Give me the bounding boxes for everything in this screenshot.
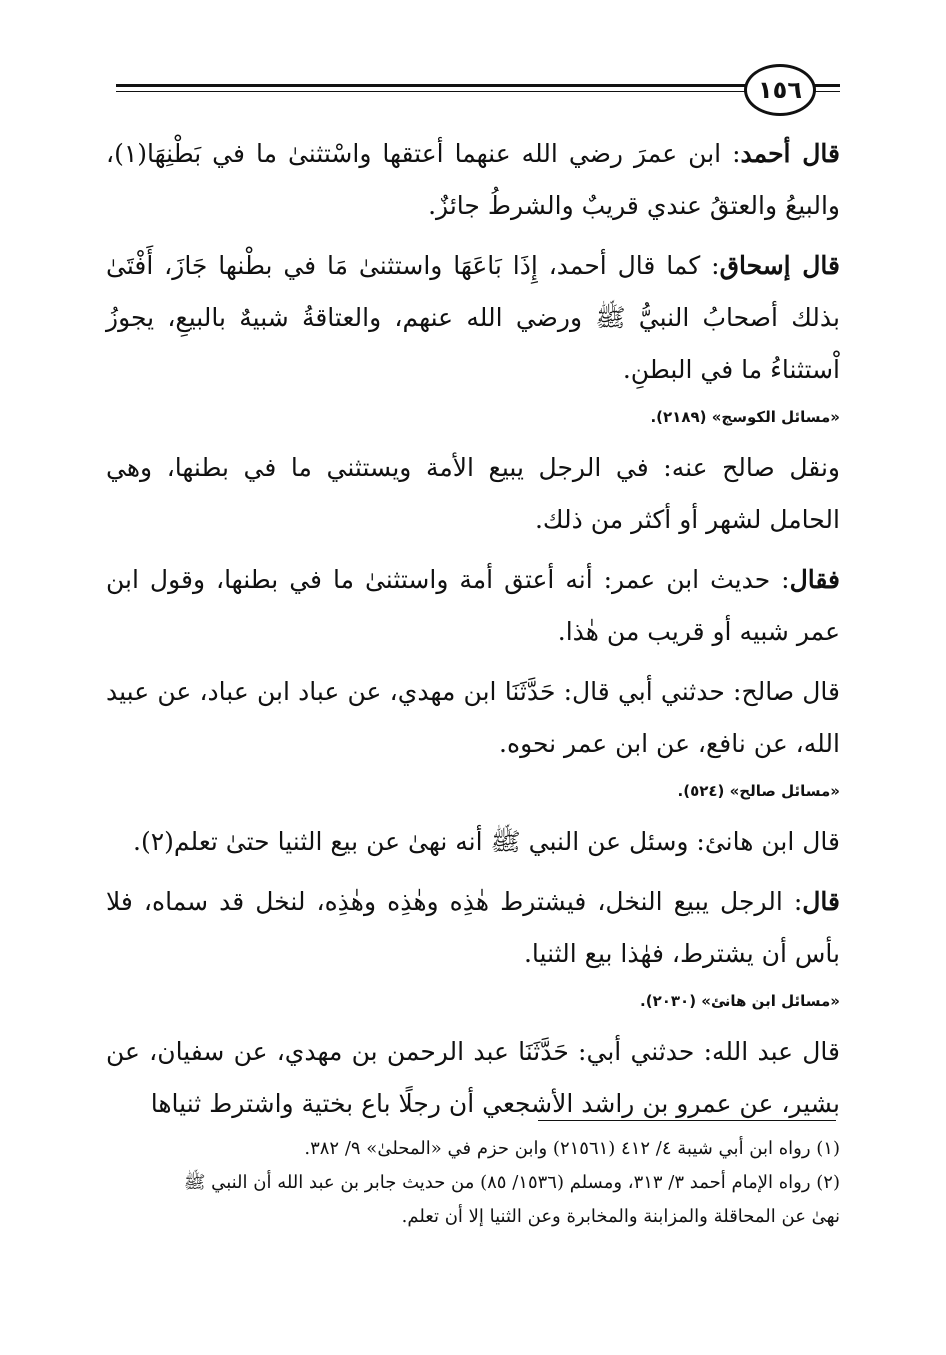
header-rule bbox=[116, 84, 746, 87]
paragraph-text: : الرجل يبيع النخل، فيشترط هٰذِه وهٰذِه وهٰذِه، لنخل قد سماه، فلا بأس أن يشترط، فهٰذا بيع الثنيا. bbox=[106, 887, 840, 968]
source-citation: «مسائل ابن هانئ» (٢٠٣٠). bbox=[640, 992, 840, 1010]
speaker-label: قال إسحاق bbox=[719, 251, 840, 280]
paragraph bbox=[106, 442, 840, 546]
paragraph bbox=[106, 128, 840, 232]
footnotes bbox=[160, 1132, 840, 1234]
paragraph-text: قال عبد الله: حدثني أبي: حَدَّثَنَا عبد الرحمن بن مهدي، عن سفيان، عن بشير، عن عمرو بن راشد الأشجعي أن رجلًا باع بختية واشترط ثنياها bbox=[106, 1037, 840, 1118]
speaker-label: قال أحمد bbox=[740, 139, 840, 168]
paragraph bbox=[106, 876, 840, 980]
paragraph bbox=[106, 816, 840, 868]
paragraph bbox=[106, 240, 840, 396]
paragraph-text: ونقل صالح عنه: في الرجل يبيع الأمة ويستثني ما في بطنها، وهي الحامل لشهر أو أكثر من ذلك. bbox=[106, 453, 840, 534]
paragraph-text: : ابن عمرَ رضي الله عنهما أعتقها واسْتثنىٰ ما في بَطْنِهَا(١)، والبيعُ والعتقُ عندي قريبٌ والشرطُ جائزٌ. bbox=[106, 139, 840, 220]
footnote: (١) رواه ابن أبي شيبة ٤/ ٤١٢ (٢١٥٦١) وابن حزم في «المحلىٰ» ٩/ ٣٨٢. bbox=[304, 1138, 840, 1159]
paragraph bbox=[106, 666, 840, 770]
source-citation: «مسائل صالح» (٥٢٤). bbox=[677, 782, 840, 800]
source-citation: «مسائل الكوسج» (٢١٨٩). bbox=[650, 408, 840, 426]
speaker-label: فقال bbox=[789, 565, 840, 594]
paragraph-text: قال ابن هانئ: وسئل عن النبي ﷺ أنه نهىٰ عن بيع الثنيا حتىٰ تعلم(٢). bbox=[133, 827, 840, 856]
header-rule-thin bbox=[116, 91, 746, 92]
speaker-label: قال bbox=[802, 887, 840, 916]
main-text bbox=[106, 128, 840, 1138]
page-number: ١٥٦ bbox=[744, 64, 816, 116]
paragraph-text: قال صالح: حدثني أبي قال: حَدَّثَنَا ابن مهدي، عن عباد ابن عباد، عن عبيد الله، عن نافع، عن ابن عمر نحوه. bbox=[106, 677, 840, 758]
paragraph-text: : كما قال أحمد، إِذَا بَاعَهَا واستثنىٰ مَا في بطْنها جَازَ، أَفْتَىٰ بذلك أصحابُ النبيُّ ﷺ ورضي الله عنهم، والعتاقةُ شبيهٌ بالبيعِ، يجوزُ اْستثناءُ ما في البطنِ. bbox=[106, 251, 840, 384]
footnote: (٢) رواه الإمام أحمد ٣/ ٣١٣، ومسلم (١٥٣٦/ ٨٥) من حديث جابر بن عبد الله أن النبي ﷺ نهىٰ عن المحاقلة والمزابنة والمخابرة وعن الثنيا إلا أن تعلم. bbox=[183, 1172, 840, 1227]
paragraph bbox=[106, 1026, 840, 1130]
paragraph-text: : حديث ابن عمر: أنه أعتق أمة واستثنىٰ ما في بطنها، وقول ابن عمر شبيه أو قريب من هٰذا. bbox=[106, 565, 840, 646]
paragraph bbox=[106, 554, 840, 658]
footnote-separator bbox=[538, 1120, 836, 1121]
